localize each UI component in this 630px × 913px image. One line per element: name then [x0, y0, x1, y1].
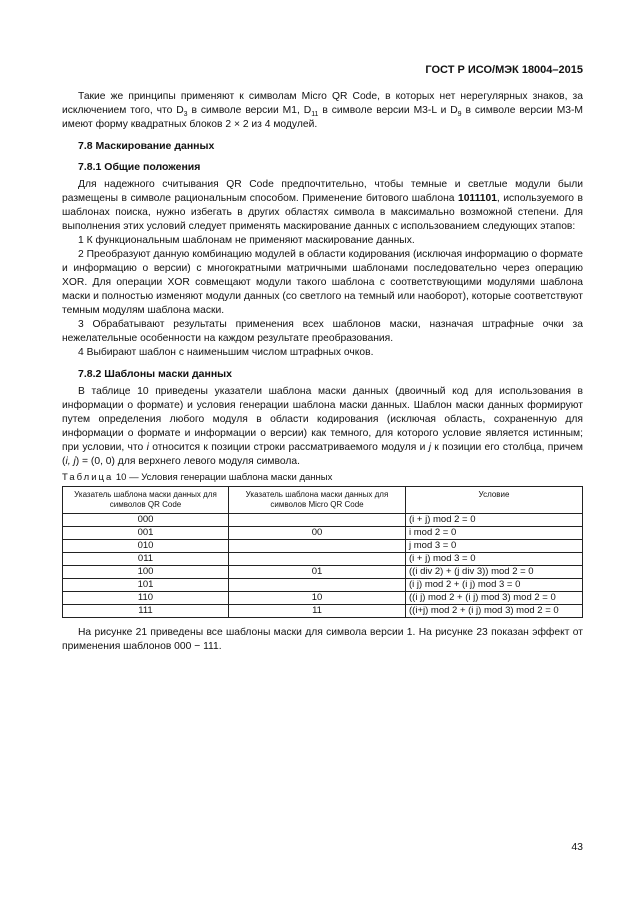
condition: ((i div 2) + (j div 3)) mod 2 = 0 — [406, 566, 583, 579]
qr-code-indicator: 010 — [63, 540, 229, 553]
text: Для надежного считывания QR Code предпочтительно, чтобы темные и светлые модули были размещены в символе рациональным способом. Применение битового шаблона — [62, 179, 583, 204]
column-header: Указатель шаблона маски данных для символов Micro QR Code — [229, 487, 406, 514]
caption-text: 10 — Условия генерации шаблона маски данных — [113, 472, 333, 483]
step-3: 3 Обрабатывают результаты применения всех шаблонов маски, назначая штрафные очки за нежелательные особенности на каждом результате преобразования. — [62, 319, 583, 344]
qr-code-indicator: 000 — [63, 514, 229, 527]
micro-qr-indicator: 10 — [229, 592, 406, 605]
document-body — [62, 90, 583, 654]
condition: ((i+j) mod 2 + (i j) mod 3) mod 2 = 0 — [406, 605, 583, 618]
paragraph-mask-patterns — [62, 385, 583, 469]
table-row — [63, 579, 583, 592]
qr-code-indicator: 001 — [63, 527, 229, 540]
condition: ((i j) mod 2 + (i j) mod 3) mod 2 = 0 — [406, 592, 583, 605]
micro-qr-indicator: 01 — [229, 566, 406, 579]
text: , используемого в шаблонах поиска, нужно избегать в других областях символа в максимально возможной степени. Для выполнения этих условий следует применять маскирование данных с использованием следующих этапов: — [62, 193, 583, 232]
table-header-row — [63, 487, 583, 514]
step-2: 2 Преобразуют данную комбинацию модулей в области кодирования (исключая информацию о формате и информацию о версии) с многократными матричными шаблонами последовательно через операцию XOR. Для операции XOR совмещают модули такого шаблона с соответствующими модулями шаблона маски и полностью изменяют модули данных (со светлого на темный или наоборот), которые соответствуют темным модулям шаблона маски. — [62, 249, 583, 316]
paragraph-micro-qr — [62, 90, 583, 132]
text: относится к позиции строки рассматриваемого модуля и — [148, 442, 429, 453]
qr-code-indicator: 101 — [63, 579, 229, 592]
paragraph-general — [62, 178, 583, 234]
document-header: ГОСТ Р ИСО/МЭК 18004–2015 — [425, 64, 583, 76]
caption-label: Таблица — [62, 472, 114, 483]
table-row — [63, 553, 583, 566]
condition: (i + j) mod 2 = 0 — [406, 514, 583, 527]
micro-qr-indicator: 00 — [229, 527, 406, 540]
text: в символе версии M3-M имеют форму квадратных блоков 2 × 2 из 4 модулей. — [62, 105, 584, 130]
table-row — [63, 540, 583, 553]
step-1: 1 К функциональным шаблонам не применяют маскирование данных. — [78, 235, 415, 246]
micro-qr-indicator — [229, 540, 406, 553]
table-row — [63, 514, 583, 527]
step-4: 4 Выбирают шаблон с наименьшим числом штрафных очков. — [78, 347, 374, 358]
heading-7-8-2: 7.8.2 Шаблоны маски данных — [78, 368, 232, 380]
column-header: Условие — [406, 487, 583, 514]
micro-qr-indicator — [229, 514, 406, 527]
table-row — [63, 592, 583, 605]
mask-table — [62, 486, 583, 618]
qr-code-indicator: 111 — [63, 605, 229, 618]
micro-qr-indicator — [229, 553, 406, 566]
qr-code-indicator: 100 — [63, 566, 229, 579]
table-row — [63, 566, 583, 579]
text: Такие же принципы применяют к символам Micro QR Code, в которых нет нерегулярных знаков, за исключением того, что D — [62, 91, 583, 116]
text: В таблице 10 приведены указатели шаблона маски данных (двоичный код для использования в информации о формате) и условия генерации шаблона маски данных. Шаблон маски данных формируют путем определения любого модуля в области кодирования (исключая область, сохраненную для информации о формате и информации о версии) как темного, для которого условие является истинным; при условии, что — [62, 386, 583, 453]
condition: (i j) mod 2 + (i j) mod 3 = 0 — [406, 579, 583, 592]
italic-text: i — [146, 442, 149, 453]
heading-7-8-1: 7.8.1 Общие положения — [78, 161, 201, 173]
subscript: 11 — [311, 111, 319, 119]
italic-text: i, j — [65, 456, 76, 467]
subscript: 9 — [457, 111, 462, 119]
bold-text: 1011101 — [457, 193, 497, 204]
micro-qr-indicator — [229, 579, 406, 592]
table-caption — [62, 471, 583, 485]
text: в символе версии M3-L и D — [318, 105, 458, 116]
table-row — [63, 605, 583, 618]
table-row — [63, 527, 583, 540]
italic-text: j — [428, 442, 431, 453]
text: в символе версии M1, D — [187, 105, 312, 116]
text: к позиции его столбца, причем ( — [62, 442, 584, 467]
column-header: Указатель шаблона маски данных для символов QR Code — [63, 487, 229, 514]
qr-code-indicator: 011 — [63, 553, 229, 566]
micro-qr-indicator: 11 — [229, 605, 406, 618]
qr-code-indicator: 110 — [63, 592, 229, 605]
paragraph-figures: На рисунке 21 приведены все шаблоны маски для символа версии 1. На рисунке 23 показан эффект от применения шаблонов 000 − 111. — [62, 627, 583, 652]
condition: (i + j) mod 3 = 0 — [406, 553, 583, 566]
text: ) = (0, 0) для верхнего левого модуля символа. — [75, 456, 300, 467]
subscript: 3 — [183, 111, 188, 119]
heading-7-8: 7.8 Маскирование данных — [78, 140, 215, 152]
condition: i mod 2 = 0 — [406, 527, 583, 540]
condition: j mod 3 = 0 — [406, 540, 583, 553]
page-number: 43 — [571, 841, 583, 853]
